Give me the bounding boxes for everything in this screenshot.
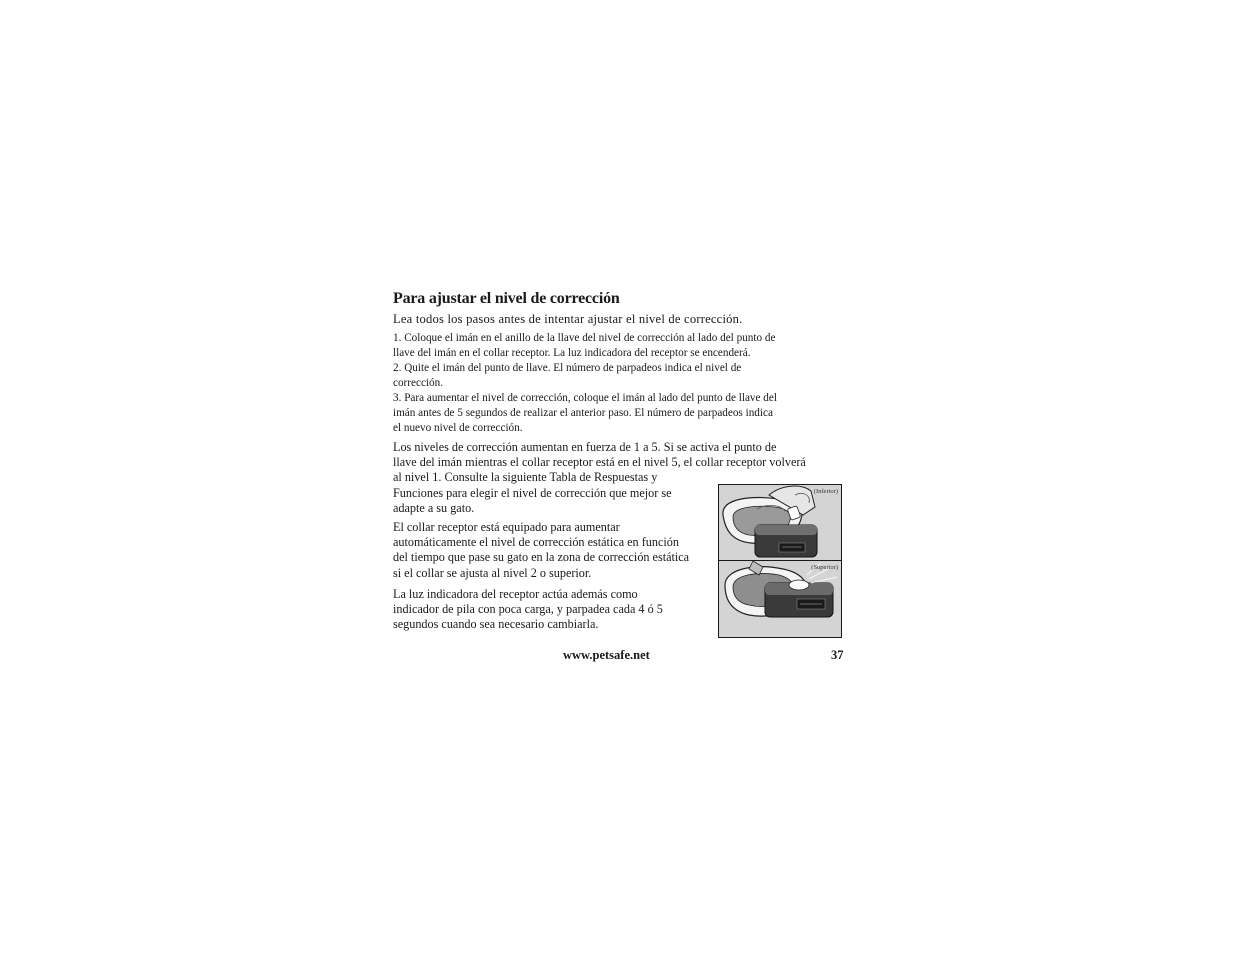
footer-url: www.petsafe.net [563,648,650,662]
page-number: 37 [831,648,844,662]
collar-illustration-top-view [719,561,841,636]
step-list [393,331,845,436]
figure-label-bottom: (Inferior) [813,488,838,495]
intro-text: Lea todos los pasos antes de intentar ajustar el nivel de corrección. [393,312,743,326]
step-item: 2. Quite el imán del punto de llave. El número de parpadeos indica el nivel de corrección. [393,362,742,389]
collar-top-drawing [719,561,841,637]
paragraph-correction-levels: Los niveles de corrección aumentan en fuerza de 1 a 5. Si se activa el punto de llave del imán mientras el collar receptor está en el nivel 5, el collar receptor volverá al nivel 1. Consulte la siguiente Tabla de Respuestas y Funciones para elegir el nivel de corrección que mejor se adapte a su gato. [393,440,806,515]
figure-label-top: (Superior) [811,564,838,571]
paragraph-automatic-increase: El collar receptor está equipado para aumentar automáticamente el nivel de corrección estática en función del tiempo que pase su gato en la zona de corrección estática si el collar se ajusta al nivel 2 o superior. [393,520,690,580]
collar-bottom-drawing [719,485,841,560]
collar-illustration-bottom-view [719,485,841,561]
step-item: 3. Para aumentar el nivel de corrección, coloque el imán al lado del punto de llave del imán antes de 5 segundos de realizar el anterior paso. El número de parpadeos indica el nuevo nivel de corrección. [393,392,777,434]
section-title: Para ajustar el nivel de corrección [393,290,620,307]
step-item: 1. Coloque el imán en el anillo de la llave del nivel de corrección al lado del punto de llave del imán en el collar receptor. La luz indicadora del receptor se encenderá. [393,332,776,359]
collar-illustration [718,484,842,638]
paragraph-battery-indicator: La luz indicadora del receptor actúa además como indicador de pila con poca carga, y parpadea cada 4 ó 5 segundos cuando sea necesario cambiarla. [393,587,663,632]
